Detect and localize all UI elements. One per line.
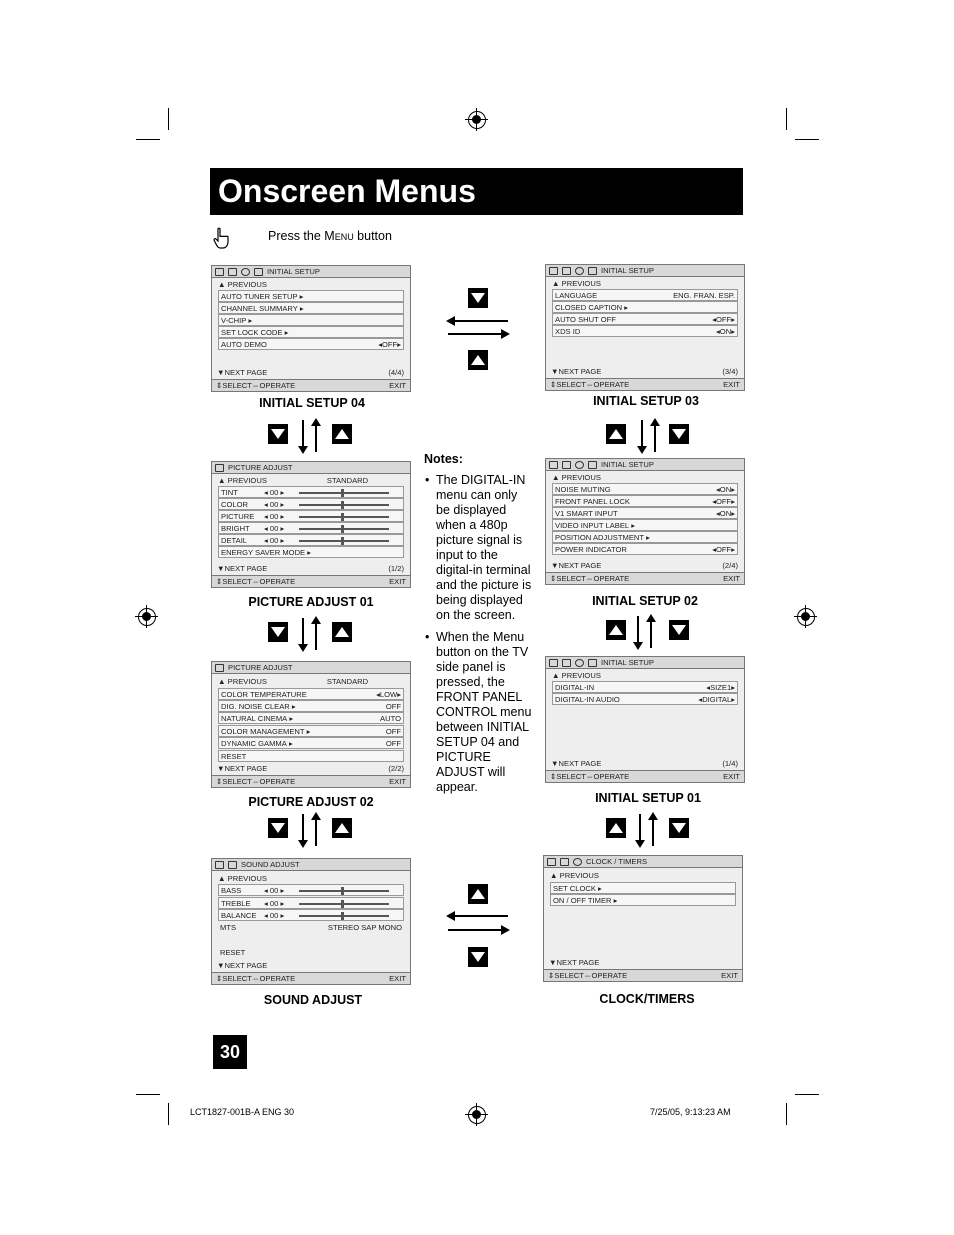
menu-row[interactable]: SET CLOCK ▸: [550, 882, 736, 894]
registration-mark-icon: [138, 608, 156, 626]
crop-mark: [136, 1094, 160, 1095]
menu-row[interactable]: COLOR TEMPERATURE ◂LOW▸: [218, 688, 404, 700]
note-item: • The DIGITAL-IN menu can only be displayed when a 480p picture signal is input to the digital-in terminal and the picture is being displayed on the screen.: [424, 473, 532, 623]
note-item: • When the Menu button on the TV side panel is pressed, the FRONT PANEL CONTROL menu between INITIAL SETUP 04 and PICTURE ADJUST will appear.: [424, 630, 532, 795]
up-arrow-icon: [315, 420, 317, 452]
slider-row[interactable]: BASS ◂ 00 ▸: [218, 884, 404, 896]
down-arrow-icon: [641, 420, 643, 452]
menu-row[interactable]: NATURAL CINEMA ▸ AUTO: [218, 712, 404, 724]
up-arrow-icon: [650, 616, 652, 648]
screen-initial-setup-01: INITIAL SETUP ▲ PREVIOUS DIGITAL-IN ◂SIZE1▸ DIGITAL-IN AUDIO ◂DIGITAL▸ ▼NEXT PAGE (1/4) ⇕SELECT⇔OPERATE EXIT: [545, 656, 745, 783]
screen-initial-setup-03: INITIAL SETUP ▲ PREVIOUS LANGUAGE ENG. FRAN. ESP. CLOSED CAPTION ▸ AUTO SHUT OFF ◂OFF▸ XDS ID ◂ON▸ ▼NEXT PAGE (3/4) ⇕SELECT⇔OPERATE EXIT: [545, 264, 745, 391]
screen-initial-setup-04: INITIAL SETUP ▲ PREVIOUS AUTO TUNER SETUP ▸ CHANNEL SUMMARY ▸ V-CHIP ▸ SET LOCK CODE ▸ AUTO DEMO ◂OFF▸ ▼NEXT PAGE (4/4) ⇕SELECT⇔OPERATE EXIT: [211, 265, 411, 392]
notes-section: [424, 452, 532, 802]
menu-row[interactable]: CHANNEL SUMMARY ▸: [218, 302, 404, 314]
down-arrow-icon: [302, 814, 304, 846]
down-arrow-icon: [302, 618, 304, 650]
menu-row[interactable]: LANGUAGE ENG. FRAN. ESP.: [552, 289, 738, 301]
caption-picture-adjust-01: PICTURE ADJUST 01: [248, 595, 374, 609]
down-arrow-icon: [669, 424, 689, 444]
screen-clock-timers: CLOCK / TIMERS ▲ PREVIOUS SET CLOCK ▸ ON / OFF TIMER ▸ ▼NEXT PAGE ⇕SELECT⇔OPERATE EXIT: [543, 855, 743, 982]
footer-right: 7/25/05, 9:13:23 AM: [650, 1107, 731, 1117]
caption-clock-timers: CLOCK/TIMERS: [599, 992, 695, 1006]
menu-row[interactable]: DIGITAL-IN AUDIO ◂DIGITAL▸: [552, 693, 738, 705]
registration-mark-icon: [468, 111, 486, 129]
crop-mark: [786, 1103, 787, 1125]
down-arrow-icon: [669, 620, 689, 640]
menu-row[interactable]: SET LOCK CODE ▸: [218, 326, 404, 338]
crop-mark: [168, 108, 169, 130]
slider-row[interactable]: COLOR ◂ 00 ▸: [218, 498, 404, 510]
down-arrow-icon: [268, 622, 288, 642]
menu-row[interactable]: V1 SMART INPUT ◂ON▸: [552, 507, 738, 519]
up-arrow-icon: [332, 622, 352, 642]
caption-initial-setup-01: INITIAL SETUP 01: [595, 791, 701, 805]
slider-row[interactable]: PICTURE ◂ 00 ▸: [218, 510, 404, 522]
menu-row[interactable]: ENERGY SAVER MODE ▸: [218, 546, 404, 558]
menu-row[interactable]: FRONT PANEL LOCK ◂OFF▸: [552, 495, 738, 507]
previous-link[interactable]: ▲ PREVIOUS: [218, 279, 267, 289]
slider-row[interactable]: TINT ◂ 00 ▸: [218, 486, 404, 498]
menu-row[interactable]: CLOSED CAPTION ▸: [552, 301, 738, 313]
crop-mark: [786, 108, 787, 130]
previous-link[interactable]: ▲ PREVIOUS STANDARD: [218, 676, 369, 686]
previous-link[interactable]: ▲ PREVIOUS: [552, 472, 601, 482]
menu-row[interactable]: DYNAMIC GAMMA ▸ OFF: [218, 737, 404, 749]
previous-link[interactable]: ▲ PREVIOUS STANDARD: [218, 475, 369, 485]
slider-row[interactable]: BALANCE ◂ 00 ▸: [218, 909, 404, 921]
previous-link[interactable]: ▲ PREVIOUS: [552, 670, 601, 680]
up-arrow-icon: [652, 814, 654, 846]
menu-row[interactable]: VIDEO INPUT LABEL ▸: [552, 519, 738, 531]
slider-row[interactable]: TREBLE ◂ 00 ▸: [218, 897, 404, 909]
up-arrow-icon: [606, 818, 626, 838]
lock-icon: [254, 268, 263, 276]
menu-row[interactable]: V-CHIP ▸: [218, 314, 404, 326]
up-arrow-icon: [315, 618, 317, 650]
menu-row[interactable]: RESET: [218, 750, 404, 762]
menu-row[interactable]: POWER INDICATOR ◂OFF▸: [552, 543, 738, 555]
menu-row[interactable]: DIG. NOISE CLEAR ▸ OFF: [218, 700, 404, 712]
previous-link[interactable]: ▲ PREVIOUS: [552, 278, 601, 288]
menu-row[interactable]: MTS STEREO SAP MONO: [220, 922, 402, 932]
notes-heading: Notes:: [424, 452, 463, 466]
left-arrow-icon: [448, 320, 508, 322]
up-arrow-icon: [315, 814, 317, 846]
page-number: 30: [213, 1035, 247, 1069]
menu-row[interactable]: AUTO DEMO ◂OFF▸: [218, 338, 404, 350]
up-arrow-icon: [654, 420, 656, 452]
screen-picture-adjust-02: PICTURE ADJUST ▲ PREVIOUS STANDARD COLOR TEMPERATURE ◂LOW▸ DIG. NOISE CLEAR ▸ OFF NATURAL CINEMA ▸ AUTO COLOR MANAGEMENT ▸ OFF DYNAMIC GAMMA ▸ OFF RESET ▼NEXT PAGE (2/2) ⇕SELECT⇔OPERATE EXIT: [211, 661, 411, 788]
screen-initial-setup-02: INITIAL SETUP ▲ PREVIOUS NOISE MUTING ◂ON▸ FRONT PANEL LOCK ◂OFF▸ V1 SMART INPUT ◂ON▸ VIDEO INPUT LABEL ▸ POSITION ADJUSTMENT ▸ POWER INDICATOR ◂OFF▸ ▼NEXT PAGE (2/4) ⇕SELECT⇔OPERATE EXIT: [545, 458, 745, 585]
screen-sound-adjust: SOUND ADJUST ▲ PREVIOUS BASS ◂ 00 ▸ TREBLE ◂ 00 ▸ BALANCE ◂ 00 ▸ MTS STEREO SAP MONO RESET ▼NEXT PAGE ⇕SELECT⇔OPERATE EXIT: [211, 858, 411, 985]
down-arrow-icon: [468, 947, 488, 967]
caption-initial-setup-04: INITIAL SETUP 04: [259, 396, 365, 410]
menu-row[interactable]: POSITION ADJUSTMENT ▸: [552, 531, 738, 543]
footer-left: LCT1827-001B-A ENG 30: [190, 1107, 295, 1117]
caption-sound-adjust: SOUND ADJUST: [263, 993, 363, 1007]
slider-row[interactable]: DETAIL ◂ 00 ▸: [218, 534, 404, 546]
menu-row[interactable]: RESET: [220, 947, 246, 957]
right-arrow-icon: [448, 929, 508, 931]
down-arrow-icon: [268, 424, 288, 444]
registration-mark-icon: [468, 1106, 486, 1124]
down-arrow-icon: [669, 818, 689, 838]
caption-picture-adjust-02: PICTURE ADJUST 02: [248, 795, 374, 809]
previous-link[interactable]: ▲ PREVIOUS: [550, 870, 599, 880]
down-arrow-icon: [468, 288, 488, 308]
slider-row[interactable]: BRIGHT ◂ 00 ▸: [218, 522, 404, 534]
left-arrow-icon: [448, 915, 508, 917]
hand-press-icon: [212, 226, 236, 250]
down-arrow-icon: [302, 420, 304, 452]
down-arrow-icon: [637, 616, 639, 648]
crop-mark: [795, 1094, 819, 1095]
menu-row[interactable]: NOISE MUTING ◂ON▸: [552, 483, 738, 495]
up-arrow-icon: [606, 424, 626, 444]
menu-row[interactable]: AUTO TUNER SETUP ▸: [218, 290, 404, 302]
menu-row[interactable]: ON / OFF TIMER ▸: [550, 894, 736, 906]
registration-mark-icon: [797, 608, 815, 626]
previous-link[interactable]: ▲ PREVIOUS: [218, 873, 267, 883]
up-arrow-icon: [468, 884, 488, 904]
crop-mark: [136, 139, 160, 140]
page-title-bar: [210, 168, 743, 215]
up-arrow-icon: [468, 350, 488, 370]
up-arrow-icon: [332, 424, 352, 444]
menu-row[interactable]: XDS ID ◂ON▸: [552, 325, 738, 337]
clock-icon: [241, 268, 250, 276]
caption-initial-setup-03: INITIAL SETUP 03: [593, 394, 699, 408]
menu-row[interactable]: COLOR MANAGEMENT ▸ OFF: [218, 725, 404, 737]
down-arrow-icon: [268, 818, 288, 838]
speaker-icon: [228, 268, 237, 276]
menu-row[interactable]: AUTO SHUT OFF ◂OFF▸: [552, 313, 738, 325]
press-menu-instruction: Press the Menu button: [268, 229, 392, 243]
crop-mark: [795, 139, 819, 140]
crop-mark: [168, 1103, 169, 1125]
right-arrow-icon: [448, 333, 508, 335]
screen-picture-adjust-01: PICTURE ADJUST ▲ PREVIOUS STANDARD TINT ◂ 00 ▸ COLOR ◂ 00 ▸ PICTURE ◂ 00 ▸ BRIGHT ◂ 00 ▸ DETAIL ◂ 00 ▸ ENERGY SAVER MODE ▸ ▼NEXT PAGE (1/2) ⇕SELECT⇔OPERATE EXIT: [211, 461, 411, 588]
caption-initial-setup-02: INITIAL SETUP 02: [592, 594, 698, 608]
up-arrow-icon: [332, 818, 352, 838]
page-title: Onscreen Menus: [218, 173, 476, 209]
menu-row[interactable]: DIGITAL-IN ◂SIZE1▸: [552, 681, 738, 693]
tv-icon: [215, 268, 224, 276]
down-arrow-icon: [639, 814, 641, 846]
up-arrow-icon: [606, 620, 626, 640]
